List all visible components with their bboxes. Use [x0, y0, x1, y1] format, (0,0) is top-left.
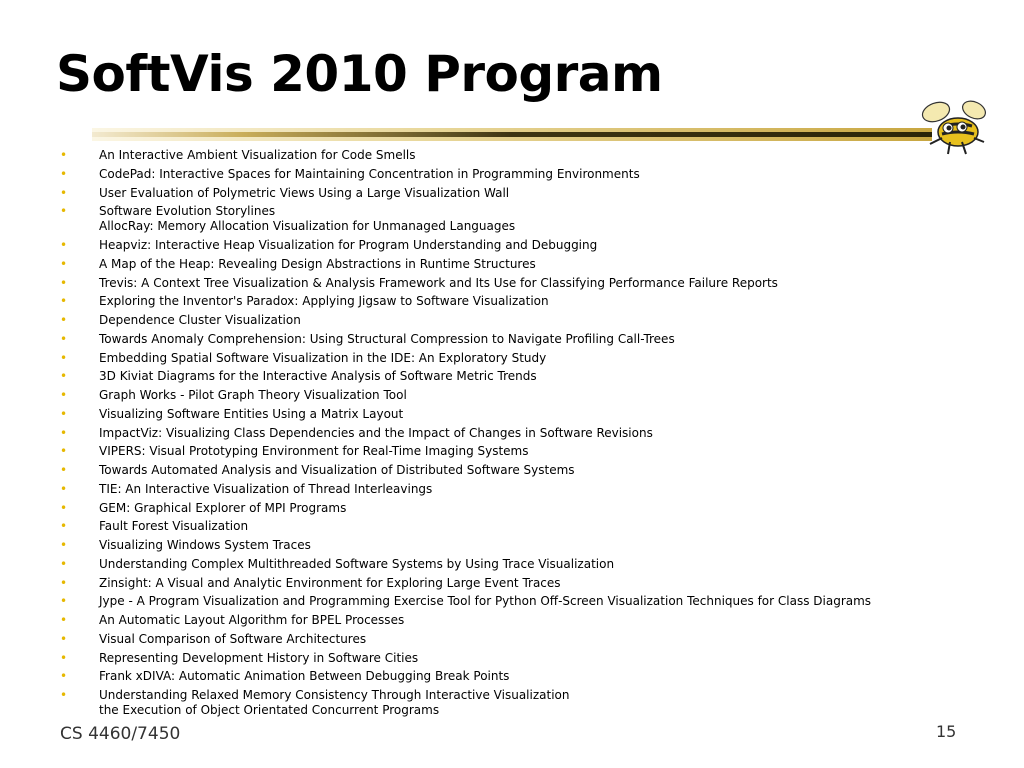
- bullet-icon: •: [60, 481, 68, 496]
- bullet-icon: •: [60, 669, 68, 684]
- bullet-icon: •: [60, 275, 68, 290]
- bullet-icon: •: [60, 519, 68, 534]
- list-item-text: Heapviz: Interactive Heap Visualization for Program Understanding and Debugging: [99, 238, 598, 253]
- list-item: [58, 388, 988, 403]
- list-item: [58, 167, 988, 182]
- list-item-text: Graph Works - Pilot Graph Theory Visualization Tool: [99, 388, 407, 403]
- list-item-text: Representing Development History in Software Cities: [99, 650, 419, 665]
- list-item: [58, 204, 988, 234]
- bullet-icon: •: [60, 406, 68, 421]
- bullet-icon: •: [60, 204, 68, 219]
- list-item-text: Zinsight: A Visual and Analytic Environment for Exploring Large Event Traces: [99, 575, 561, 590]
- list-item: [58, 276, 988, 291]
- list-item-text: Frank xDIVA: Automatic Animation Between Debugging Break Points: [99, 669, 510, 684]
- bullet-icon: •: [60, 594, 68, 609]
- list-item-text: CodePad: Interactive Spaces for Maintaining Concentration in Programming Environments: [99, 166, 640, 181]
- bullet-icon: •: [60, 294, 68, 309]
- bullet-icon: •: [60, 369, 68, 384]
- bullet-icon: •: [60, 331, 68, 346]
- bullet-icon: •: [60, 185, 68, 200]
- title-underline: [92, 128, 932, 141]
- list-item-text: Understanding Complex Multithreaded Software Systems by Using Trace Visualization: [99, 556, 615, 571]
- list-item-text: Towards Automated Analysis and Visualization of Distributed Software Systems: [99, 463, 575, 478]
- bullet-icon: •: [60, 425, 68, 440]
- list-item-text: Fault Forest Visualization: [99, 519, 249, 534]
- list-item-text: ImpactViz: Visualizing Class Dependencies and the Impact of Changes in Software Revisions: [99, 425, 653, 440]
- list-item: [58, 463, 988, 478]
- list-item-text: VIPERS: Visual Prototyping Environment for Real-Time Imaging Systems: [99, 444, 529, 459]
- bullet-icon: •: [60, 463, 68, 478]
- list-item-text: Understanding Relaxed Memory Consistency Through Interactive Visualization: [99, 688, 570, 703]
- bullet-icon: •: [60, 313, 68, 328]
- list-item: [58, 294, 988, 309]
- list-item-text: Dependence Cluster Visualization: [99, 313, 301, 328]
- list-item-text: TIE: An Interactive Visualization of Thread Interleavings: [99, 481, 433, 496]
- list-item: [58, 594, 988, 609]
- bullet-icon: •: [60, 388, 68, 403]
- list-item-text: Visualizing Software Entities Using a Matrix Layout: [99, 406, 404, 421]
- bullet-icon: •: [60, 688, 68, 703]
- list-item-text: Visualizing Windows System Traces: [99, 538, 311, 553]
- bullet-icon: •: [60, 148, 68, 162]
- list-item: [58, 669, 988, 684]
- list-item: [58, 519, 988, 534]
- list-item-text: A Map of the Heap: Revealing Design Abstractions in Runtime Structures: [99, 256, 536, 271]
- list-item: [58, 313, 988, 328]
- list-item: [58, 651, 988, 666]
- list-item: [58, 688, 988, 718]
- list-item-text: Embedding Spatial Software Visualization in the IDE: An Exploratory Study: [99, 350, 547, 365]
- bullet-icon: •: [60, 350, 68, 365]
- list-item: [58, 351, 988, 366]
- bullet-icon: •: [60, 650, 68, 665]
- list-item: [58, 426, 988, 441]
- list-item-text: An Automatic Layout Algorithm for BPEL Processes: [99, 613, 405, 628]
- course-label: CS 4460/7450: [60, 724, 181, 744]
- list-item: [58, 444, 988, 459]
- list-item: [58, 538, 988, 553]
- bullet-icon: •: [60, 613, 68, 628]
- list-item-text: the Execution of Object Orientated Concurrent Programs: [99, 703, 440, 718]
- list-item: [58, 613, 988, 628]
- slide-title: SoftVis 2010 Program: [56, 45, 663, 103]
- list-item-text: Towards Anomaly Comprehension: Using Structural Compression to Navigate Profiling Call-Trees: [99, 331, 675, 346]
- bullet-icon: •: [60, 166, 68, 181]
- bullet-icon: •: [60, 575, 68, 590]
- list-item: [58, 369, 988, 384]
- list-item: [58, 576, 988, 591]
- bullet-icon: •: [60, 444, 68, 459]
- bullet-icon: •: [60, 256, 68, 271]
- program-list: [58, 148, 988, 722]
- bullet-icon: •: [60, 556, 68, 571]
- list-item-text: Visual Comparison of Software Architectures: [99, 631, 367, 646]
- list-item: [58, 238, 988, 253]
- bullet-icon: •: [60, 500, 68, 515]
- list-item: [58, 557, 988, 572]
- list-item-text: Jype - A Program Visualization and Programming Exercise Tool for Python Off-Screen Visualization Techniques for Class Diagrams: [99, 594, 872, 609]
- list-item-text: 3D Kiviat Diagrams for the Interactive Analysis of Software Metric Trends: [99, 369, 537, 384]
- list-item: [58, 332, 988, 347]
- list-item: [58, 257, 988, 272]
- page-number: 15: [936, 722, 957, 741]
- list-item-text: GEM: Graphical Explorer of MPI Programs: [99, 500, 347, 515]
- list-item-text: User Evaluation of Polymetric Views Using a Large Visualization Wall: [99, 185, 510, 200]
- bullet-icon: •: [60, 238, 68, 253]
- list-item-text: AllocRay: Memory Allocation Visualization for Unmanaged Languages: [99, 219, 516, 234]
- list-item-text: Exploring the Inventor's Paradox: Applying Jigsaw to Software Visualization: [99, 294, 549, 309]
- list-item: [58, 407, 988, 422]
- bullet-icon: •: [60, 631, 68, 646]
- list-item: [58, 148, 988, 163]
- list-item: [58, 501, 988, 516]
- list-item: [58, 482, 988, 497]
- list-item: [58, 632, 988, 647]
- list-item-text: Trevis: A Context Tree Visualization & Analysis Framework and Its Use for Classifying Performance Failure Reports: [99, 275, 778, 290]
- list-item: [58, 186, 988, 201]
- list-item-text: An Interactive Ambient Visualization for Code Smells: [99, 148, 416, 162]
- list-item-text: Software Evolution Storylines: [99, 204, 276, 219]
- bullet-icon: •: [60, 538, 68, 553]
